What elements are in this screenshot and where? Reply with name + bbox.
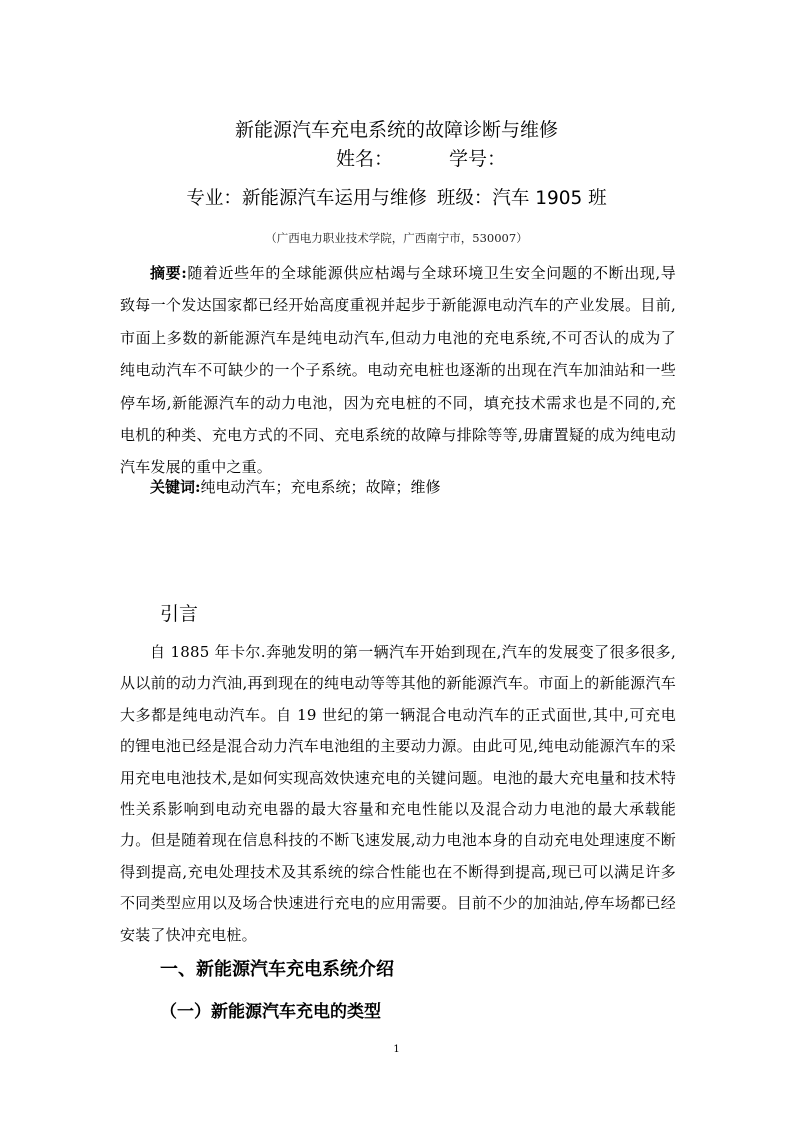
abstract-text: 随着近些年的全球能源供应枯竭与全球环境卫生安全问题的不断出现,导致每一个发达国家都已经开始高度重视并起步于新能源电动汽车的产业发展。目前,市面上多数的新能源汽车是纯电动汽车,但动力电池的充电系统,不可否认的成为了纯电动汽车不可缺少的一个子系统。电动充电桩也逐渐的出现在汽车加油站和一些停车场,新能源汽车的动力电池，因为充电桩的不同，填充技术需求也是不同的,充电机的种类、充电方式的不同、充电系统的故障与排除等等,毋庸置疑的成为纯电动汽车发展的重中之重。 bbox=[120, 264, 677, 477]
abstract-paragraph bbox=[120, 257, 676, 484]
affiliation: （广西电力职业技术学院，广西南宁市，530007） bbox=[265, 231, 528, 245]
student-id-label: 学号： bbox=[449, 148, 507, 170]
keywords-text: 纯电动汽车；充电系统；故障；维修 bbox=[200, 478, 441, 496]
author-info-line bbox=[336, 146, 506, 172]
major-text: 专业：新能源汽车运用与维修 bbox=[186, 188, 427, 209]
major-class-line bbox=[0, 186, 793, 212]
class-text: 班级：汽车 1905 班 bbox=[436, 188, 607, 209]
introduction-paragraph: 自 1885 年卡尔.奔驰发明的第一辆汽车开始到现在,汽车的发展变了很多很多,从以前的动力汽油,再到现在的纯电动等等其他的新能源汽车。市面上的新能源汽车大多都是纯电动汽车。自 19 世纪的第一辆混合电动汽车的正式面世,其中,可充电的锂电池已经是混合动力汽车电池组的主要动力源。由此可见,纯电动能源汽车的采用充电电池技术,是如何实现高效快速充电的关键问题。电池的最大充电量和技术特性关系影响到电动充电器的最大容量和充电性能以及混合动力电池的最大承载能力。但是随着现在信息科技的不断飞速发展,动力电池本身的自动充电处理速度不断得到提高,充电处理技术及其系统的综合性能也在不断得到提高,现已可以满足许多不同类型应用以及场合快速进行充电的应用需要。目前不少的加油站,停车场都已经安装了快冲充电桩。 bbox=[120, 643, 676, 944]
introduction-heading: 引言 bbox=[160, 603, 199, 625]
page-number: 1 bbox=[393, 1044, 400, 1055]
abstract-label: 摘要: bbox=[150, 264, 187, 282]
keywords-line bbox=[150, 473, 676, 501]
name-label: 姓名： bbox=[336, 148, 394, 170]
keywords-label: 关键词: bbox=[150, 478, 201, 496]
subsection-heading-1-1: （一）新能源汽车充电的类型 bbox=[160, 1002, 381, 1022]
document-title: 新能源汽车充电系统的故障诊断与维修 bbox=[234, 118, 558, 141]
section-heading-1: 一、新能源汽车充电系统介绍 bbox=[160, 959, 394, 980]
